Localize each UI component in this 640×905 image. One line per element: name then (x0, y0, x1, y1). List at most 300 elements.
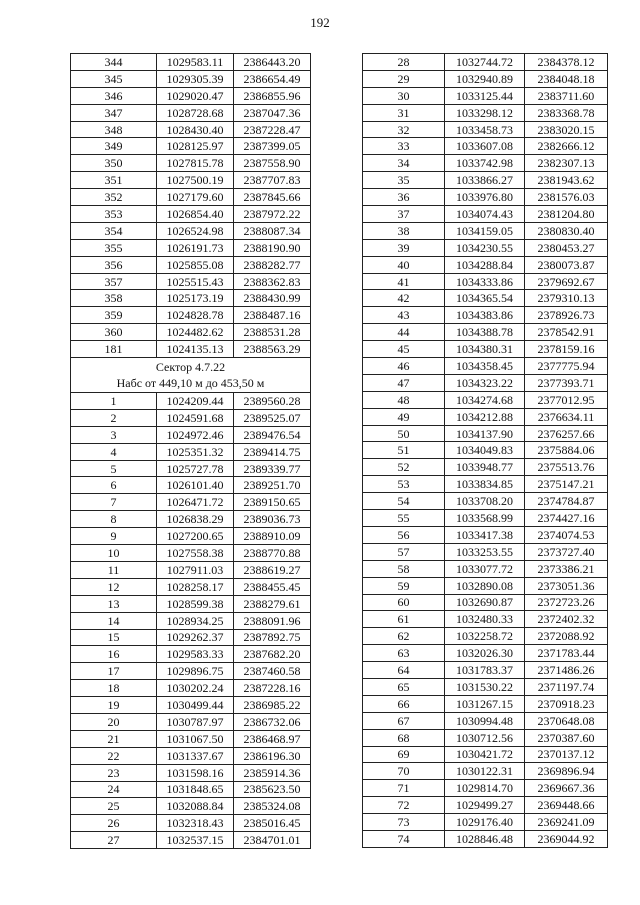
y-coordinate-cell: 2378159.16 (525, 341, 608, 358)
y-coordinate-cell: 2373051.36 (525, 577, 608, 594)
y-coordinate-cell: 2389560.28 (234, 393, 311, 410)
x-coordinate-cell: 1024482.62 (157, 324, 234, 341)
x-coordinate-cell: 1029814.70 (445, 780, 525, 797)
x-coordinate-cell: 1032690.87 (445, 594, 525, 611)
point-number-cell: 32 (363, 121, 445, 138)
y-coordinate-cell: 2385016.45 (234, 815, 311, 832)
y-coordinate-cell: 2387558.90 (234, 155, 311, 172)
table-row (363, 695, 608, 712)
x-coordinate-cell: 1033417.38 (445, 526, 525, 543)
point-number-cell: 8 (71, 511, 157, 528)
point-number-cell: 2 (71, 409, 157, 426)
table-row (363, 780, 608, 797)
x-coordinate-cell: 1029896.75 (157, 663, 234, 680)
point-number-cell: 45 (363, 341, 445, 358)
x-coordinate-cell: 1032258.72 (445, 628, 525, 645)
y-coordinate-cell: 2381204.80 (525, 206, 608, 223)
table-row (71, 646, 311, 663)
table-row (363, 172, 608, 189)
right-coordinates-table (362, 53, 608, 848)
table-row (363, 814, 608, 831)
y-coordinate-cell: 2370918.23 (525, 695, 608, 712)
point-number-cell: 46 (363, 358, 445, 375)
point-number-cell: 70 (363, 763, 445, 780)
table-row (363, 307, 608, 324)
y-coordinate-cell: 2373386.21 (525, 560, 608, 577)
x-coordinate-cell: 1032026.30 (445, 645, 525, 662)
point-number-cell: 30 (363, 87, 445, 104)
y-coordinate-cell: 2388770.88 (234, 545, 311, 562)
point-number-cell: 1 (71, 393, 157, 410)
point-number-cell: 52 (363, 459, 445, 476)
table-row (363, 442, 608, 459)
table-row (71, 341, 311, 358)
point-number-cell: 42 (363, 290, 445, 307)
point-number-cell: 6 (71, 477, 157, 494)
point-number-cell: 352 (71, 189, 157, 206)
table-row (71, 239, 311, 256)
point-number-cell: 348 (71, 121, 157, 138)
x-coordinate-cell: 1032318.43 (157, 815, 234, 832)
point-number-cell: 355 (71, 239, 157, 256)
x-coordinate-cell: 1033607.08 (445, 138, 525, 155)
x-coordinate-cell: 1027815.78 (157, 155, 234, 172)
point-number-cell: 351 (71, 172, 157, 189)
table-row (71, 680, 311, 697)
point-number-cell: 64 (363, 662, 445, 679)
x-coordinate-cell: 1033568.99 (445, 510, 525, 527)
y-coordinate-cell: 2375884.06 (525, 442, 608, 459)
point-number-cell: 47 (363, 374, 445, 391)
x-coordinate-cell: 1027500.19 (157, 172, 234, 189)
y-coordinate-cell: 2387892.75 (234, 629, 311, 646)
table-row (71, 138, 311, 155)
y-coordinate-cell: 2374784.87 (525, 493, 608, 510)
table-row (363, 746, 608, 763)
y-coordinate-cell: 2385623.50 (234, 781, 311, 798)
point-number-cell: 59 (363, 577, 445, 594)
table-row (363, 763, 608, 780)
x-coordinate-cell: 1033742.98 (445, 155, 525, 172)
table-row (71, 307, 311, 324)
point-number-cell: 19 (71, 697, 157, 714)
x-coordinate-cell: 1032088.84 (157, 798, 234, 815)
y-coordinate-cell: 2372402.32 (525, 611, 608, 628)
y-coordinate-cell: 2375513.76 (525, 459, 608, 476)
sector-header-cell (71, 358, 311, 393)
y-coordinate-cell: 2389339.77 (234, 460, 311, 477)
point-number-cell: 74 (363, 830, 445, 847)
table-row (71, 747, 311, 764)
point-number-cell: 48 (363, 391, 445, 408)
y-coordinate-cell: 2387845.66 (234, 189, 311, 206)
x-coordinate-cell: 1033948.77 (445, 459, 525, 476)
point-number-cell: 40 (363, 256, 445, 273)
table-row (71, 629, 311, 646)
table-row (71, 545, 311, 562)
x-coordinate-cell: 1028934.25 (157, 612, 234, 629)
table-row (71, 460, 311, 477)
x-coordinate-cell: 1025173.19 (157, 290, 234, 307)
y-coordinate-cell: 2383711.60 (525, 87, 608, 104)
y-coordinate-cell: 2379692.67 (525, 273, 608, 290)
table-row (71, 273, 311, 290)
point-number-cell: 360 (71, 324, 157, 341)
table-row (363, 189, 608, 206)
x-coordinate-cell: 1034137.90 (445, 425, 525, 442)
y-coordinate-cell: 2381576.03 (525, 189, 608, 206)
y-coordinate-cell: 2387972.22 (234, 206, 311, 223)
x-coordinate-cell: 1034365.54 (445, 290, 525, 307)
y-coordinate-cell: 2388279.61 (234, 595, 311, 612)
x-coordinate-cell: 1031598.16 (157, 764, 234, 781)
point-number-cell: 13 (71, 595, 157, 612)
y-coordinate-cell: 2374427.16 (525, 510, 608, 527)
y-coordinate-cell: 2388430.99 (234, 290, 311, 307)
x-coordinate-cell: 1034388.78 (445, 324, 525, 341)
table-row (363, 560, 608, 577)
y-coordinate-cell: 2388282.77 (234, 256, 311, 273)
point-number-cell: 350 (71, 155, 157, 172)
point-number-cell: 10 (71, 545, 157, 562)
point-number-cell: 71 (363, 780, 445, 797)
x-coordinate-cell: 1028728.68 (157, 104, 234, 121)
table-row (363, 830, 608, 847)
point-number-cell: 22 (71, 747, 157, 764)
x-coordinate-cell: 1032537.15 (157, 832, 234, 849)
point-number-cell: 37 (363, 206, 445, 223)
x-coordinate-cell: 1033253.55 (445, 543, 525, 560)
table-row (363, 358, 608, 375)
table-row (71, 290, 311, 307)
point-number-cell: 24 (71, 781, 157, 798)
point-number-cell: 57 (363, 543, 445, 560)
x-coordinate-cell: 1024135.13 (157, 341, 234, 358)
y-coordinate-cell: 2371486.26 (525, 662, 608, 679)
y-coordinate-cell: 2388487.16 (234, 307, 311, 324)
table-row (71, 426, 311, 443)
x-coordinate-cell: 1034358.45 (445, 358, 525, 375)
y-coordinate-cell: 2388091.96 (234, 612, 311, 629)
y-coordinate-cell: 2369241.09 (525, 814, 608, 831)
y-coordinate-cell: 2389476.54 (234, 426, 311, 443)
sector-header-row (71, 358, 311, 393)
y-coordinate-cell: 2376257.66 (525, 425, 608, 442)
table-row (71, 832, 311, 849)
y-coordinate-cell: 2370648.08 (525, 712, 608, 729)
x-coordinate-cell: 1033458.73 (445, 121, 525, 138)
point-number-cell: 51 (363, 442, 445, 459)
table-row (363, 493, 608, 510)
table-row (363, 628, 608, 645)
x-coordinate-cell: 1024591.68 (157, 409, 234, 426)
y-coordinate-cell: 2385324.08 (234, 798, 311, 815)
y-coordinate-cell: 2380830.40 (525, 222, 608, 239)
x-coordinate-cell: 1025727.78 (157, 460, 234, 477)
point-number-cell: 27 (71, 832, 157, 849)
point-number-cell: 56 (363, 526, 445, 543)
y-coordinate-cell: 2388087.34 (234, 222, 311, 239)
table-row (363, 70, 608, 87)
y-coordinate-cell: 2389036.73 (234, 511, 311, 528)
y-coordinate-cell: 2387399.05 (234, 138, 311, 155)
point-number-cell: 66 (363, 695, 445, 712)
x-coordinate-cell: 1024209.44 (157, 393, 234, 410)
x-coordinate-cell: 1032940.89 (445, 70, 525, 87)
point-number-cell: 23 (71, 764, 157, 781)
point-number-cell: 18 (71, 680, 157, 697)
x-coordinate-cell: 1028599.38 (157, 595, 234, 612)
y-coordinate-cell: 2374074.53 (525, 526, 608, 543)
x-coordinate-cell: 1032480.33 (445, 611, 525, 628)
table-row (363, 510, 608, 527)
point-number-cell: 9 (71, 528, 157, 545)
point-number-cell: 35 (363, 172, 445, 189)
table-row (363, 476, 608, 493)
y-coordinate-cell: 2387682.20 (234, 646, 311, 663)
point-number-cell: 31 (363, 104, 445, 121)
table-row (71, 781, 311, 798)
table-row (363, 459, 608, 476)
y-coordinate-cell: 2369896.94 (525, 763, 608, 780)
point-number-cell: 53 (363, 476, 445, 493)
y-coordinate-cell: 2381943.62 (525, 172, 608, 189)
point-number-cell: 15 (71, 629, 157, 646)
x-coordinate-cell: 1027200.65 (157, 528, 234, 545)
point-number-cell: 49 (363, 408, 445, 425)
table-row (71, 189, 311, 206)
table-row (363, 662, 608, 679)
point-number-cell: 12 (71, 578, 157, 595)
x-coordinate-cell: 1030202.24 (157, 680, 234, 697)
x-coordinate-cell: 1031267.15 (445, 695, 525, 712)
point-number-cell: 29 (363, 70, 445, 87)
table-row (363, 611, 608, 628)
point-number-cell: 61 (363, 611, 445, 628)
x-coordinate-cell: 1029583.33 (157, 646, 234, 663)
y-coordinate-cell: 2370387.60 (525, 729, 608, 746)
x-coordinate-cell: 1034380.31 (445, 341, 525, 358)
y-coordinate-cell: 2385914.36 (234, 764, 311, 781)
table-row (363, 273, 608, 290)
y-coordinate-cell: 2371783.44 (525, 645, 608, 662)
x-coordinate-cell: 1034212.88 (445, 408, 525, 425)
x-coordinate-cell: 1025351.32 (157, 443, 234, 460)
x-coordinate-cell: 1026101.40 (157, 477, 234, 494)
table-row (363, 54, 608, 71)
table-row (71, 54, 311, 71)
point-number-cell: 34 (363, 155, 445, 172)
x-coordinate-cell: 1032890.08 (445, 577, 525, 594)
y-coordinate-cell: 2388563.29 (234, 341, 311, 358)
y-coordinate-cell: 2389525.07 (234, 409, 311, 426)
point-number-cell: 54 (363, 493, 445, 510)
y-coordinate-cell: 2370137.12 (525, 746, 608, 763)
x-coordinate-cell: 1034288.84 (445, 256, 525, 273)
point-number-cell: 65 (363, 678, 445, 695)
y-coordinate-cell: 2388190.90 (234, 239, 311, 256)
table-row (363, 543, 608, 560)
x-coordinate-cell: 1026854.40 (157, 206, 234, 223)
point-number-cell: 4 (71, 443, 157, 460)
x-coordinate-cell: 1026838.29 (157, 511, 234, 528)
x-coordinate-cell: 1027911.03 (157, 561, 234, 578)
table-row (363, 206, 608, 223)
x-coordinate-cell: 1030712.56 (445, 729, 525, 746)
table-row (71, 104, 311, 121)
x-coordinate-cell: 1029305.39 (157, 70, 234, 87)
x-coordinate-cell: 1025855.08 (157, 256, 234, 273)
table-row (71, 256, 311, 273)
table-row (363, 526, 608, 543)
y-coordinate-cell: 2378542.91 (525, 324, 608, 341)
x-coordinate-cell: 1034274.68 (445, 391, 525, 408)
y-coordinate-cell: 2377012.95 (525, 391, 608, 408)
x-coordinate-cell: 1029499.27 (445, 797, 525, 814)
point-number-cell: 7 (71, 494, 157, 511)
y-coordinate-cell: 2382666.12 (525, 138, 608, 155)
table-row (363, 239, 608, 256)
table-row (71, 815, 311, 832)
table-row (363, 138, 608, 155)
point-number-cell: 43 (363, 307, 445, 324)
point-number-cell: 36 (363, 189, 445, 206)
x-coordinate-cell: 1026191.73 (157, 239, 234, 256)
table-row (71, 155, 311, 172)
x-coordinate-cell: 1034074.43 (445, 206, 525, 223)
point-number-cell: 344 (71, 54, 157, 71)
x-coordinate-cell: 1025515.43 (157, 273, 234, 290)
point-number-cell: 58 (363, 560, 445, 577)
x-coordinate-cell: 1029176.40 (445, 814, 525, 831)
y-coordinate-cell: 2388910.09 (234, 528, 311, 545)
table-row (363, 324, 608, 341)
point-number-cell: 73 (363, 814, 445, 831)
point-number-cell: 11 (71, 561, 157, 578)
table-row (71, 393, 311, 410)
table-row (363, 408, 608, 425)
point-number-cell: 20 (71, 713, 157, 730)
point-number-cell: 181 (71, 341, 157, 358)
point-number-cell: 39 (363, 239, 445, 256)
point-number-cell: 68 (363, 729, 445, 746)
y-coordinate-cell: 2387228.16 (234, 680, 311, 697)
point-number-cell: 16 (71, 646, 157, 663)
table-row (363, 729, 608, 746)
table-row (363, 256, 608, 273)
table-row (71, 222, 311, 239)
table-row (71, 663, 311, 680)
x-coordinate-cell: 1028846.48 (445, 830, 525, 847)
x-coordinate-cell: 1029583.11 (157, 54, 234, 71)
table-row (363, 797, 608, 814)
point-number-cell: 349 (71, 138, 157, 155)
y-coordinate-cell: 2377393.71 (525, 374, 608, 391)
y-coordinate-cell: 2371197.74 (525, 678, 608, 695)
table-row (71, 206, 311, 223)
table-row (71, 494, 311, 511)
x-coordinate-cell: 1034383.86 (445, 307, 525, 324)
y-coordinate-cell: 2369667.36 (525, 780, 608, 797)
y-coordinate-cell: 2387047.36 (234, 104, 311, 121)
y-coordinate-cell: 2388362.83 (234, 273, 311, 290)
point-number-cell: 17 (71, 663, 157, 680)
point-number-cell: 3 (71, 426, 157, 443)
point-number-cell: 5 (71, 460, 157, 477)
x-coordinate-cell: 1030787.97 (157, 713, 234, 730)
left-coordinates-table (70, 53, 311, 849)
table-row (71, 730, 311, 747)
y-coordinate-cell: 2375147.21 (525, 476, 608, 493)
point-number-cell: 55 (363, 510, 445, 527)
y-coordinate-cell: 2384048.18 (525, 70, 608, 87)
table-row (71, 798, 311, 815)
point-number-cell: 38 (363, 222, 445, 239)
table-row (71, 87, 311, 104)
point-number-cell: 33 (363, 138, 445, 155)
table-row (363, 121, 608, 138)
y-coordinate-cell: 2387707.83 (234, 172, 311, 189)
x-coordinate-cell: 1027179.60 (157, 189, 234, 206)
table-row (71, 713, 311, 730)
y-coordinate-cell: 2389150.65 (234, 494, 311, 511)
y-coordinate-cell: 2379310.13 (525, 290, 608, 307)
table-row (363, 645, 608, 662)
point-number-cell: 62 (363, 628, 445, 645)
x-coordinate-cell: 1031337.67 (157, 747, 234, 764)
point-number-cell: 25 (71, 798, 157, 815)
y-coordinate-cell: 2386468.97 (234, 730, 311, 747)
point-number-cell: 28 (363, 54, 445, 71)
point-number-cell: 356 (71, 256, 157, 273)
x-coordinate-cell: 1033298.12 (445, 104, 525, 121)
y-coordinate-cell: 2373727.40 (525, 543, 608, 560)
x-coordinate-cell: 1026471.72 (157, 494, 234, 511)
table-row (363, 222, 608, 239)
y-coordinate-cell: 2384701.01 (234, 832, 311, 849)
table-row (71, 612, 311, 629)
x-coordinate-cell: 1034159.05 (445, 222, 525, 239)
table-row (71, 561, 311, 578)
y-coordinate-cell: 2369448.66 (525, 797, 608, 814)
table-row (71, 172, 311, 189)
table-row (363, 104, 608, 121)
x-coordinate-cell: 1031067.50 (157, 730, 234, 747)
point-number-cell: 69 (363, 746, 445, 763)
point-number-cell: 21 (71, 730, 157, 747)
point-number-cell: 357 (71, 273, 157, 290)
y-coordinate-cell: 2389251.70 (234, 477, 311, 494)
point-number-cell: 346 (71, 87, 157, 104)
x-coordinate-cell: 1034333.86 (445, 273, 525, 290)
x-coordinate-cell: 1031530.22 (445, 678, 525, 695)
x-coordinate-cell: 1028258.17 (157, 578, 234, 595)
table-row (71, 477, 311, 494)
table-row (71, 764, 311, 781)
sector-title: Сектор 4.7.22 (155, 360, 226, 375)
table-row (363, 374, 608, 391)
y-coordinate-cell: 2386985.22 (234, 697, 311, 714)
point-number-cell: 67 (363, 712, 445, 729)
table-row (363, 155, 608, 172)
y-coordinate-cell: 2372088.92 (525, 628, 608, 645)
x-coordinate-cell: 1033866.27 (445, 172, 525, 189)
table-row (71, 595, 311, 612)
x-coordinate-cell: 1033708.20 (445, 493, 525, 510)
y-coordinate-cell: 2387228.47 (234, 121, 311, 138)
sector-subtitle: Набс от 449,10 м до 453,50 м (116, 376, 265, 391)
table-row (71, 578, 311, 595)
